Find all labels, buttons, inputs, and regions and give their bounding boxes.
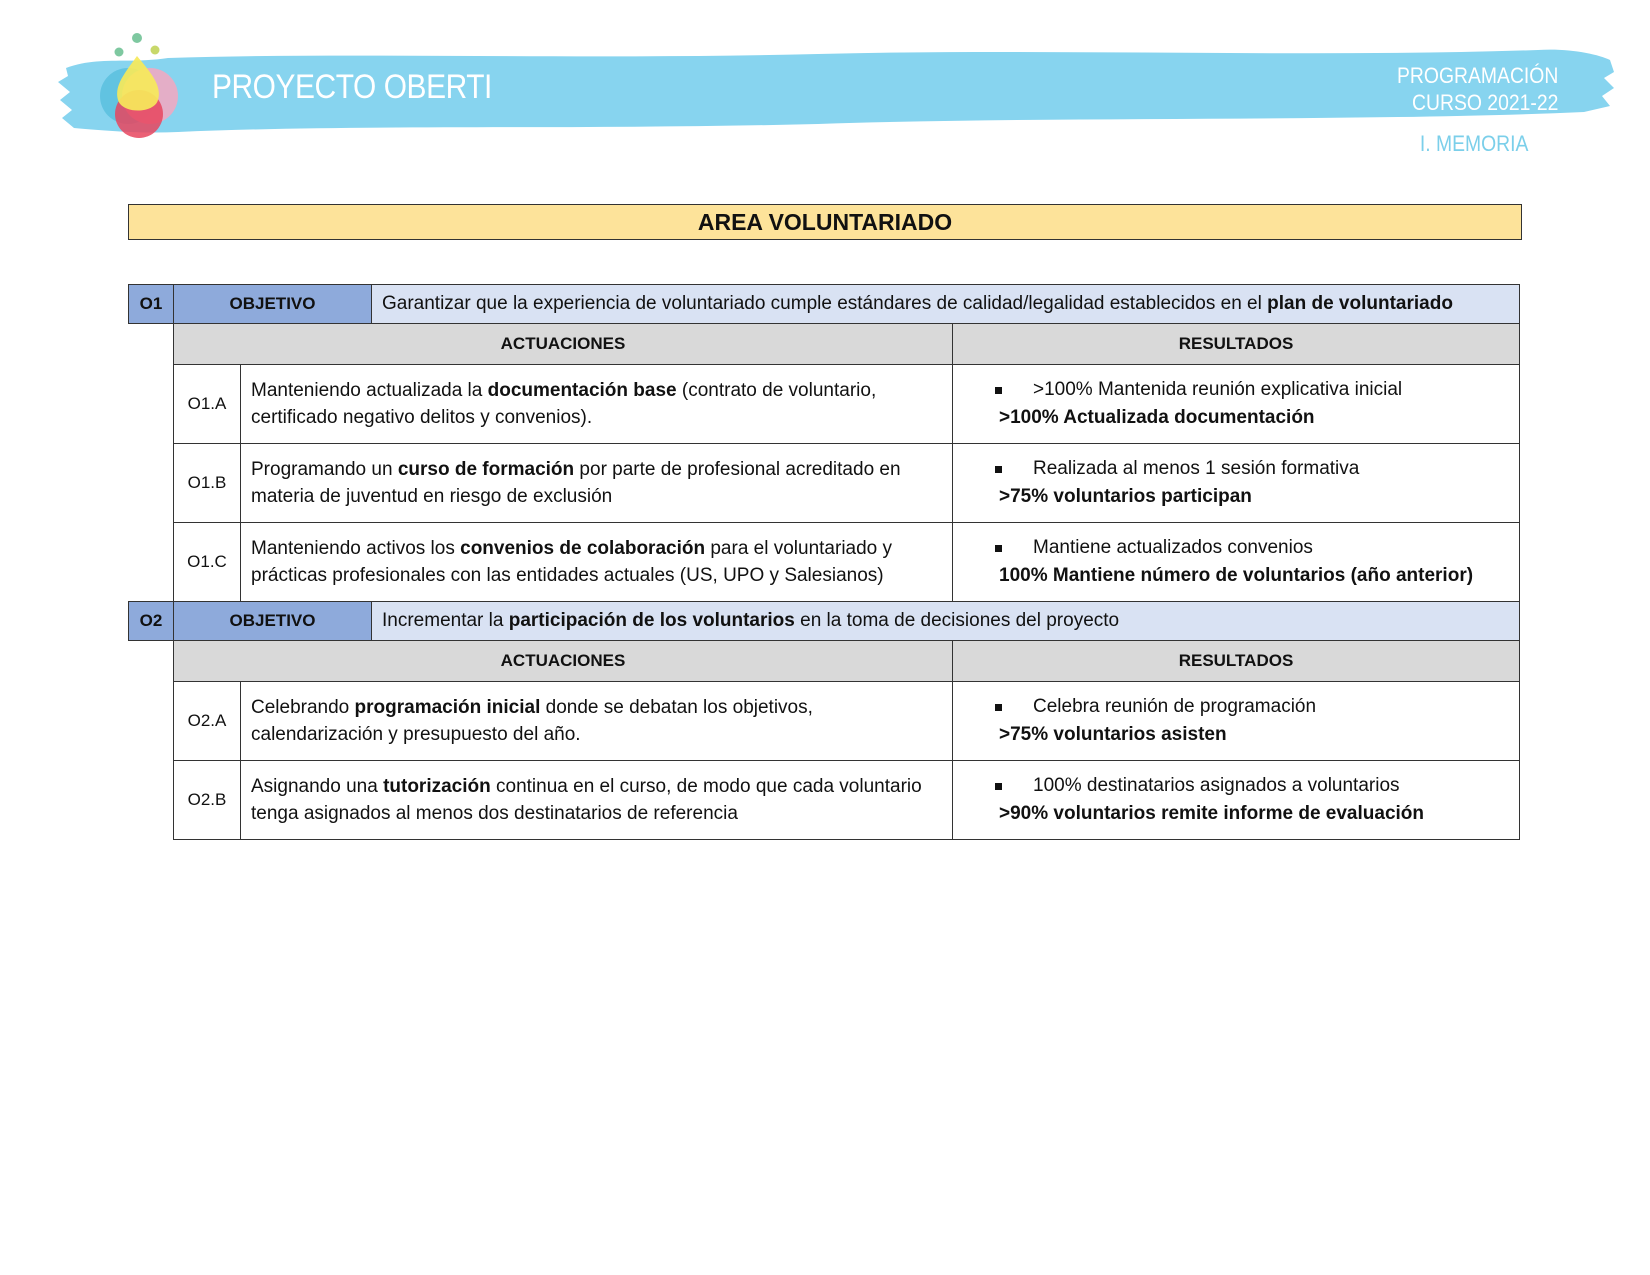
bullet-icon — [995, 387, 1002, 394]
result-indicator: >100% Actualizada documentación — [999, 407, 1315, 428]
table-row — [129, 761, 1520, 840]
action-code: O2.B — [174, 761, 241, 840]
objective-row — [129, 285, 1520, 324]
brand-title: PROYECTO OBERTI — [212, 68, 492, 106]
table-row — [129, 365, 1520, 444]
table-row — [129, 682, 1520, 761]
bullet-icon — [995, 466, 1002, 473]
objective-text: Garantizar que la experiencia de voluntariado cumple estándares de calidad/legalidad establecidos en el plan de voluntariado — [372, 285, 1520, 324]
action-code: O1.A — [174, 365, 241, 444]
result-cell — [953, 761, 1520, 840]
result-indicator: >75% voluntarios participan — [999, 486, 1252, 507]
action-text: Celebrando programación inicial donde se debatan los objetivos, calendarización y presupuesto del año. — [241, 682, 953, 761]
action-code: O1.C — [174, 523, 241, 602]
action-text: Manteniendo activos los convenios de colaboración para el voluntariado y prácticas profesionales con las entidades actuales (US, UPO y Salesianos) — [241, 523, 953, 602]
objective-label: OBJETIVO — [174, 285, 372, 324]
result-bullet: Celebra reunión de programación — [1033, 696, 1317, 717]
column-header-row — [129, 641, 1520, 682]
result-indicator: >90% voluntarios remite informe de evaluación — [999, 803, 1425, 824]
programacion-line1: PROGRAMACIÓN — [1396, 63, 1558, 88]
resultados-header: RESULTADOS — [953, 324, 1520, 365]
action-code: O2.A — [174, 682, 241, 761]
objective-label: OBJETIVO — [174, 602, 372, 641]
actuaciones-header: ACTUACIONES — [174, 641, 953, 682]
objective-id: O2 — [129, 602, 174, 641]
result-indicator: >75% voluntarios asisten — [999, 724, 1227, 745]
result-cell — [953, 682, 1520, 761]
action-code: O1.B — [174, 444, 241, 523]
result-bullet: >100% Mantenida reunión explicativa inicial — [1033, 379, 1403, 400]
plan-table — [128, 284, 1520, 840]
objective-text: Incrementar la participación de los voluntarios en la toma de decisiones del proyecto — [372, 602, 1520, 641]
programacion-label — [1397, 62, 1558, 116]
resultados-header: RESULTADOS — [953, 641, 1520, 682]
actuaciones-header: ACTUACIONES — [174, 324, 953, 365]
memoria-label: I. MEMORIA — [1419, 131, 1528, 156]
action-text: Asignando una tutorización continua en el curso, de modo que cada voluntario tenga asignados al menos dos destinatarios de referencia — [241, 761, 953, 840]
table-row — [129, 444, 1520, 523]
logo-icon — [92, 30, 182, 138]
area-title: AREA VOLUNTARIADO — [128, 204, 1522, 240]
table-row — [129, 523, 1520, 602]
bullet-icon — [995, 783, 1002, 790]
result-bullet: Mantiene actualizados convenios — [1033, 537, 1313, 558]
result-bullet: Realizada al menos 1 sesión formativa — [1033, 458, 1360, 479]
result-bullet: 100% destinatarios asignados a voluntarios — [1033, 775, 1400, 796]
action-text: Programando un curso de formación por parte de profesional acreditado en materia de juventud en riesgo de exclusión — [241, 444, 953, 523]
objective-id: O1 — [129, 285, 174, 324]
column-header-row — [129, 324, 1520, 365]
action-text: Manteniendo actualizada la documentación base (contrato de voluntario, certificado negativo delitos y convenios). — [241, 365, 953, 444]
bullet-icon — [995, 545, 1002, 552]
result-cell — [953, 365, 1520, 444]
programacion-line2: CURSO 2021-22 — [1411, 90, 1558, 115]
objective-row — [129, 602, 1520, 641]
result-indicator: 100% Mantiene número de voluntarios (año anterior) — [999, 565, 1474, 586]
result-cell — [953, 523, 1520, 602]
bullet-icon — [995, 704, 1002, 711]
result-cell — [953, 444, 1520, 523]
